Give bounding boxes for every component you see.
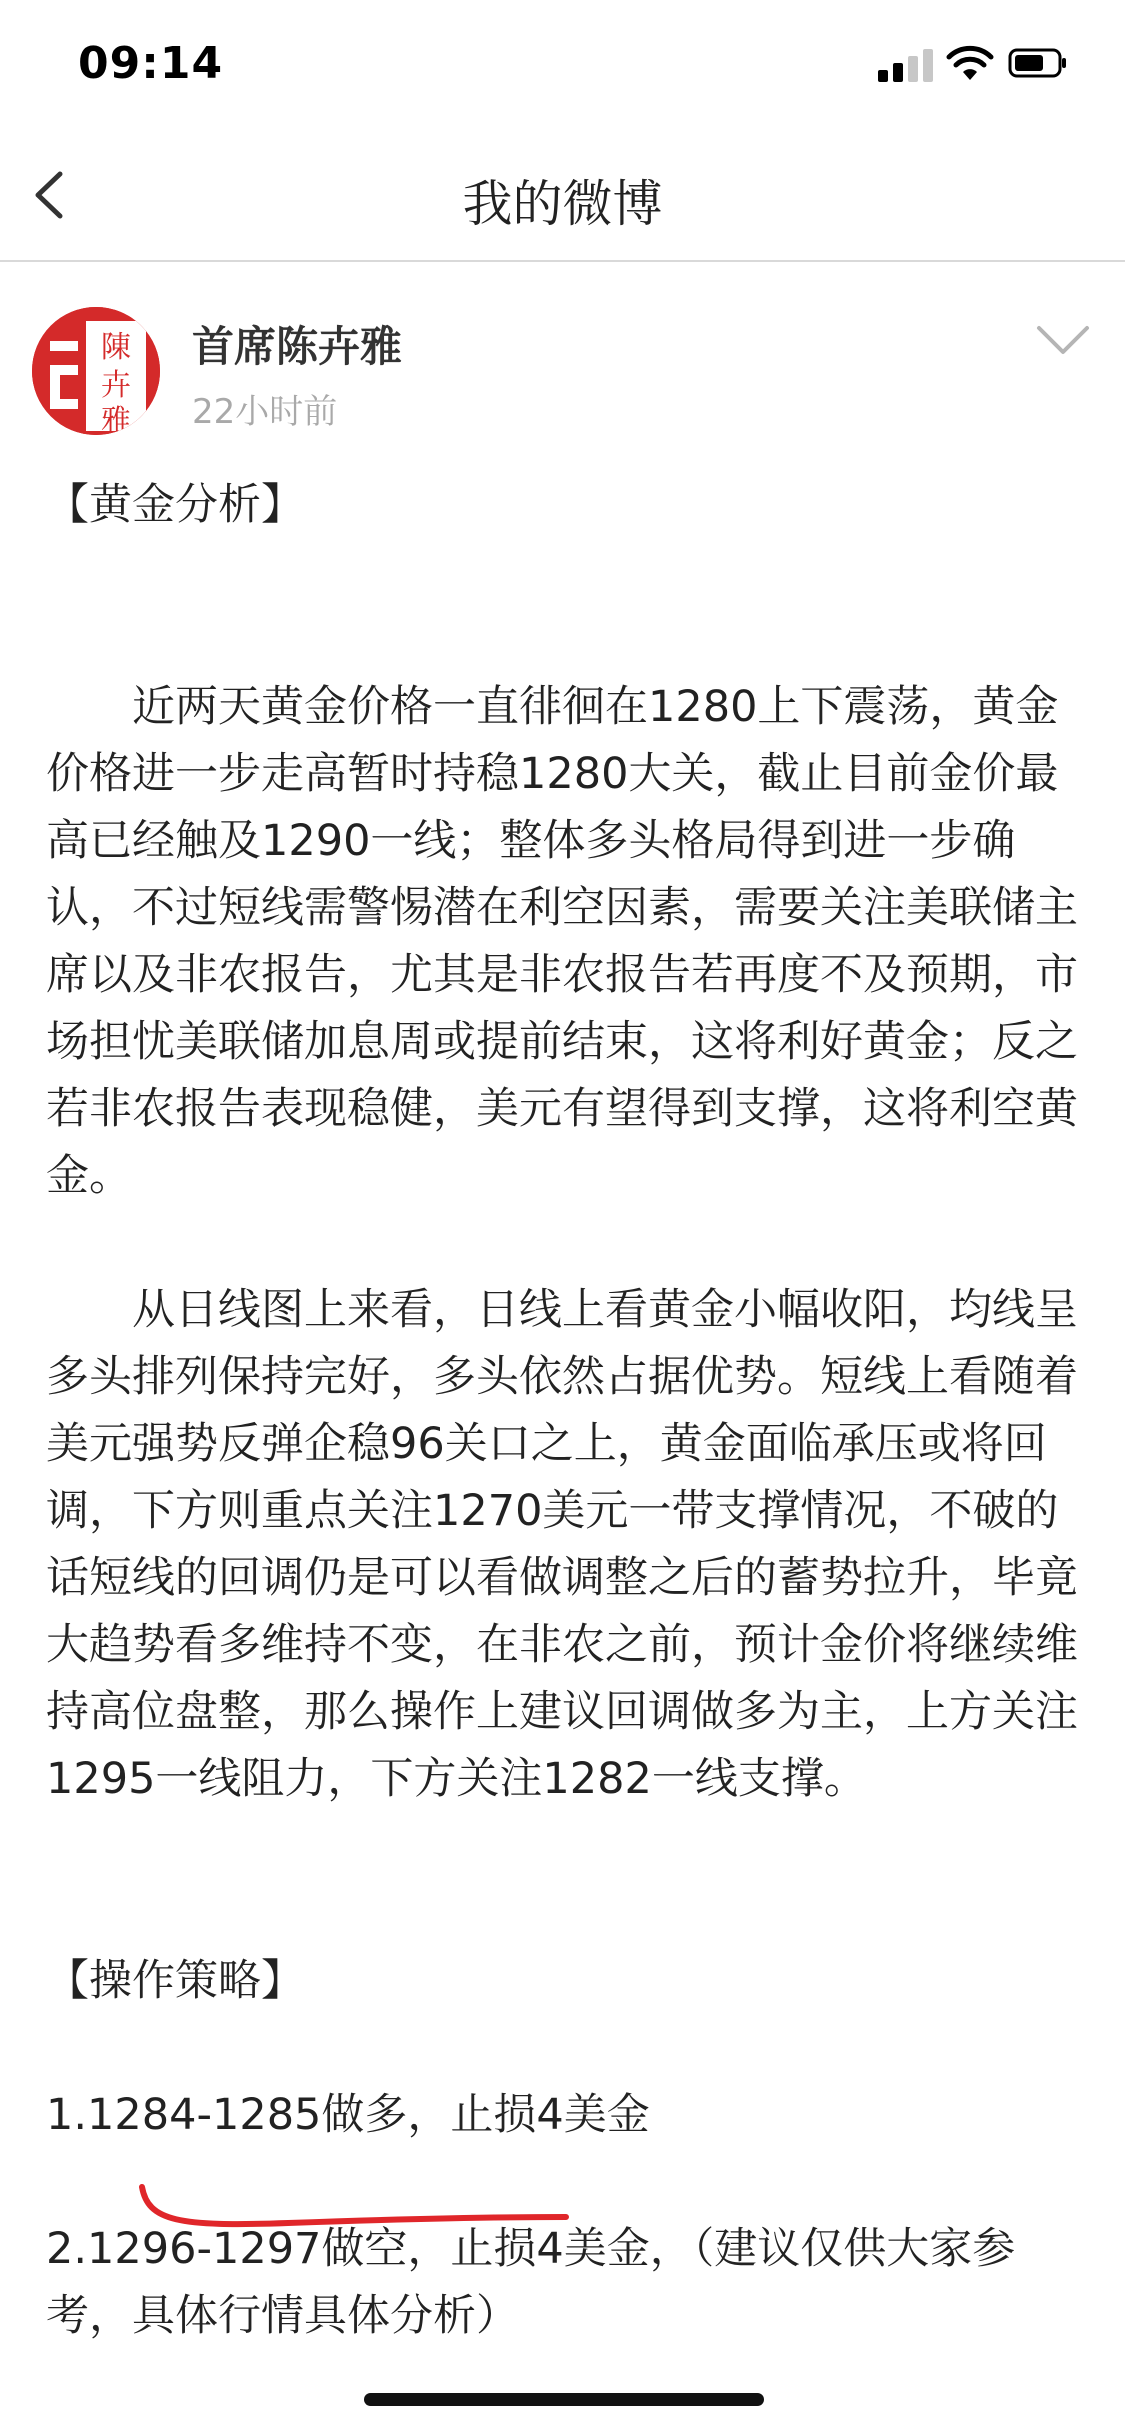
- author-name[interactable]: 首席陈卉雅: [192, 322, 403, 371]
- post-timestamp: 22小时前: [192, 392, 338, 432]
- seal-logo-icon: [32, 307, 160, 435]
- analysis-paragraph-1: 近两天黄金价格一直徘徊在1280上下震荡，黄金价格进一步走高暂时持稳1280大关，截止目前金价最高已经触及1290一线；整体多头格局得到进一步确认，不过短线需警惕潜在利空因素，需要关注美联储主席以及非农报告，尤其是非农报告若再度不及预期，市场担忧美联储加息周或提前结束，这将利好黄金；反之若非农报告表现稳健，美元有望得到支撑，这将利空黄金。: [46, 682, 1078, 1201]
- svg-text:陳: 陳: [101, 330, 131, 365]
- section-heading-analysis: 【黄金分析】: [46, 480, 304, 530]
- battery-icon: [1008, 46, 1068, 80]
- analysis-paragraph-2: 从日线图上来看，日线上看黄金小幅收阳，均线呈多头排列保持完好，多头依然占据优势。短线上看随着美元强势反弹企稳96关口之上，黄金面临承压或将回调，下方则重点关注1270美元一带支撑情况，不破的话短线的回调仍是可以看做调整之后的蓄势拉升，毕竟大趋势看多维持不变，在非农之前，预计金价将继续维持高位盘整，那么操作上建议回调做多为主，上方关注1295一线阻力，下方关注1282一线支撑。: [46, 1285, 1078, 1804]
- svg-text:卉: 卉: [101, 368, 131, 403]
- status-time: 09:14: [78, 38, 224, 89]
- chevron-down-icon[interactable]: [1035, 322, 1091, 358]
- svg-text:雅: 雅: [101, 404, 131, 435]
- strategy-item-2: 2.1296-1297做空，止损4美金，（建议仅供大家参考，具体行情具体分析）: [46, 2224, 1016, 2341]
- post-header: [0, 262, 1125, 442]
- section-heading-strategy: 【操作策略】: [46, 1956, 304, 2006]
- strategy-item-1: 1.1284-1285做多，止损4美金: [46, 2090, 650, 2140]
- post-content: [46, 472, 1096, 2350]
- red-underline-annotation: [138, 2183, 570, 2233]
- nav-bar: [0, 130, 1125, 262]
- home-indicator[interactable]: [364, 2393, 764, 2406]
- wifi-icon: [946, 44, 994, 84]
- status-bar: [0, 0, 1125, 130]
- page-title: 我的微博: [462, 175, 663, 233]
- cellular-signal-icon: [878, 48, 934, 82]
- avatar[interactable]: [32, 307, 160, 435]
